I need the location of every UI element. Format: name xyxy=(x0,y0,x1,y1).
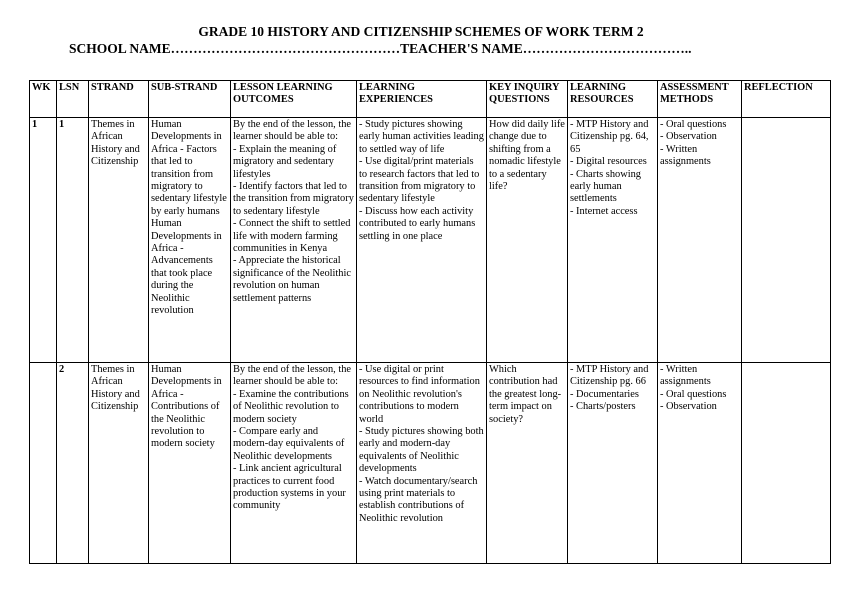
column-header-experiences: LEARNING EXPERIENCES xyxy=(357,81,487,118)
table-header-row xyxy=(30,81,831,118)
cell-assessment xyxy=(658,363,742,564)
resource-line: - Digital resources xyxy=(570,156,647,168)
cell-lsn: 1 xyxy=(57,118,89,363)
experience-line: - Study pictures showing both early and modern-day equivalents of Neolithic developments xyxy=(359,426,484,475)
cell-experiences xyxy=(357,363,487,564)
column-header-outcomes: LESSON LEARNING OUTCOMES xyxy=(231,81,357,118)
experience-line: - Study pictures showing early human activities leading to settled way of life xyxy=(359,119,484,155)
cell-reflection[interactable] xyxy=(742,118,831,363)
resource-line: - Documentaries xyxy=(570,388,639,400)
resource-line: - MTP History and Citizenship pg. 66 xyxy=(570,364,649,388)
resource-line: - Internet access xyxy=(570,205,638,217)
assessment-line: - Observation xyxy=(660,401,717,413)
table-row xyxy=(30,363,831,564)
cell-wk: 1 xyxy=(30,118,57,363)
column-header-lsn: LSN xyxy=(57,81,89,118)
assessment-line: - Oral questions xyxy=(660,388,727,400)
cell-wk xyxy=(30,363,57,564)
experience-line: - Use digital/print materials to research factors that led to transition from migratory to sedentary lifestyle xyxy=(359,156,480,205)
cell-strand: Themes in African History and Citizenship xyxy=(89,118,149,363)
column-header-reflection: REFLECTION xyxy=(742,81,831,118)
cell-inquiry: Which contribution had the greatest long-term impact on society? xyxy=(487,363,568,564)
resource-line: - Charts showing early human settlements xyxy=(570,168,641,205)
outcome-line: By the end of the lesson, the learner should be able to: xyxy=(233,364,352,388)
schemes-of-work-table xyxy=(29,80,831,564)
outcome-line: - Identify factors that led to the transition from migratory to sedentary lifestyle xyxy=(233,181,354,217)
resource-line: - MTP History and Citizenship pg. 64, 65 xyxy=(570,119,649,155)
column-header-wk: WK xyxy=(30,81,57,118)
cell-sub-strand: Human Developments in Africa - Contributions of the Neolithic revolution to modern society xyxy=(149,363,231,564)
column-header-sub-strand: SUB-STRAND xyxy=(149,81,231,118)
outcome-line: By the end of the lesson, the learner should be able to: xyxy=(233,119,352,143)
outcome-line: - Link ancient agricultural practices to current food production systems in your community xyxy=(233,463,346,512)
column-header-resources: LEARNING RESOURCES xyxy=(568,81,658,118)
outcome-line: - Explain the meaning of migratory and sedentary lifestyles xyxy=(233,143,337,180)
cell-experiences xyxy=(357,118,487,363)
cell-strand: Themes in African History and Citizenship xyxy=(89,363,149,564)
cell-outcomes xyxy=(231,363,357,564)
cell-reflection[interactable] xyxy=(742,363,831,564)
resource-line: - Charts/posters xyxy=(570,401,636,413)
school-teacher-line: SCHOOL NAME……………………………………………TEACHER'S NAME……………………………….. xyxy=(69,41,692,56)
outcome-line: - Compare early and modern-day equivalents of Neolithic developments xyxy=(233,426,345,462)
cell-resources xyxy=(568,363,658,564)
assessment-line: - Oral questions xyxy=(660,119,727,130)
cell-lsn: 2 xyxy=(57,363,89,564)
experience-line: - Discuss how each activity contributed to early humans settling in one place xyxy=(359,205,476,242)
column-header-assessment: ASSESSMENT METHODS xyxy=(658,81,742,118)
table-row xyxy=(30,118,831,363)
cell-sub-strand: Human Developments in Africa - Factors that led to transition from migratory to sedentary lifestyle by early humans Human Developments in Africa - Advancements that took place during the Neolithic revolution xyxy=(149,118,231,363)
column-header-strand: STRAND xyxy=(89,81,149,118)
experience-line: - Watch documentary/search using print materials to establish contributions of Neolithic revolution xyxy=(359,475,478,524)
experience-line: - Use digital or print resources to find information on Neolithic revolution's contributions to modern world xyxy=(359,364,480,425)
cell-assessment xyxy=(658,118,742,363)
assessment-line: - Written assignments xyxy=(660,143,711,168)
assessment-line: - Written assignments xyxy=(660,364,711,388)
outcome-line: - Connect the shift to settled life with modern farming communities in Kenya xyxy=(233,218,351,255)
cell-inquiry: How did daily life change due to shifting from a nomadic lifestyle to a sedentary life? xyxy=(487,118,568,363)
document-title: GRADE 10 HISTORY AND CITIZENSHIP SCHEMES OF WORK TERM 2 xyxy=(198,24,644,39)
cell-outcomes xyxy=(231,118,357,363)
outcome-line: - Examine the contributions of Neolithic revolution to modern society xyxy=(233,388,349,425)
assessment-line: - Observation xyxy=(660,131,717,143)
cell-resources xyxy=(568,118,658,363)
outcome-line: - Appreciate the historical significance of the Neolithic revolution on human settlement patterns xyxy=(233,255,352,304)
column-header-inquiry: KEY INQUIRY QUESTIONS xyxy=(487,81,568,118)
